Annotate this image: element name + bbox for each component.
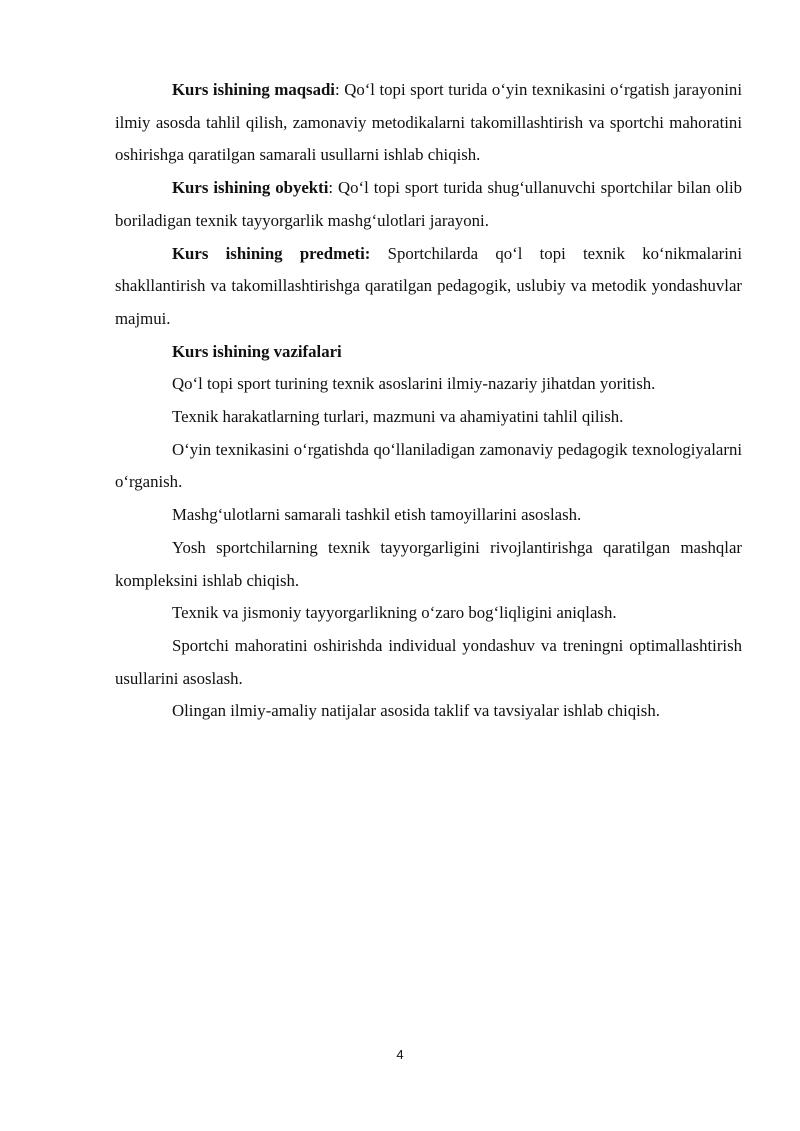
paragraph-obyekti: [115, 172, 742, 237]
paragraph-text: Sportchilarda qo‘l topi texnik ko‘nikmalarini shakllantirish va takomillashtirishga qaratilgan pedagogik, uslubiy va metodik yondashuvlar majmui.: [115, 243, 742, 328]
task-item: Texnik va jismoniy tayyorgarlikning o‘zaro bog‘liqligini aniqlash.: [172, 603, 617, 623]
heading-separator: :: [328, 178, 334, 198]
task-item: Qo‘l topi sport turining texnik asoslarini ilmiy-nazariy jihatdan yoritish.: [172, 374, 656, 394]
paragraph-heading: Kurs ishining vazifalari: [172, 341, 342, 361]
paragraph-text: Qo‘l topi sport turida o‘yin texnikasini o‘rgatish jarayonini ilmiy asosda tahlil qilish, zamonaviy metodikalarni takomillashtirish va sportchi mahoratini oshirishga qaratilgan samarali usullarni ishlab chiqish.: [115, 80, 742, 165]
document-body: [115, 74, 742, 728]
task-item: O‘yin texnikasini o‘rgatishda qo‘llaniladigan zamonaviy pedagogik texnologiyalarni o‘rganish.: [115, 439, 742, 492]
task-item: Olingan ilmiy-amaliy natijalar asosida taklif va tavsiyalar ishlab chiqish.: [172, 701, 660, 721]
paragraph-text: Qo‘l topi sport turida shug‘ullanuvchi sportchilar bilan olib boriladigan texnik tayyorgarlik mashg‘ulotlari jarayoni.: [115, 178, 742, 230]
heading-separator: :: [334, 80, 340, 99]
paragraph-heading: Kurs ishining maqsadi: [172, 80, 335, 99]
task-item: Yosh sportchilarning texnik tayyorgarligini rivojlantirishga qaratilgan mashqlar kompleksini ishlab chiqish.: [115, 537, 742, 590]
paragraph-heading: Kurs ishining predmeti:: [172, 243, 371, 263]
section-heading-vazifalari: [115, 336, 742, 369]
page-number: 4: [396, 1047, 404, 1062]
paragraph-maqsadi: [115, 74, 742, 172]
task-item: Mashg‘ulotlarni samarali tashkil etish tamoyillarini asoslash.: [172, 505, 582, 525]
paragraph-predmeti: [115, 238, 742, 336]
task-item: Texnik harakatlarning turlari, mazmuni va ahamiyatini tahlil qilish.: [172, 407, 624, 427]
paragraph-heading: Kurs ishining obyekti: [172, 178, 329, 198]
task-item: Sportchi mahoratini oshirishda individual yondashuv va treningni optimallashtirish usullarini asoslash.: [115, 635, 742, 688]
